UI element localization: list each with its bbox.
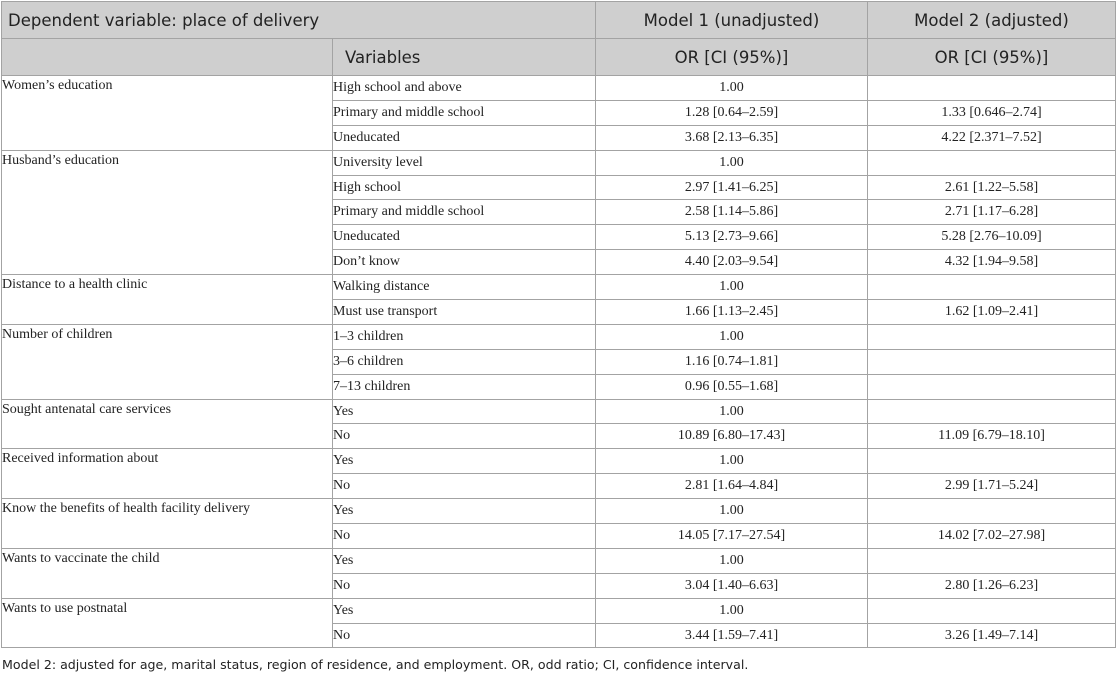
category-cell: Yes xyxy=(333,499,596,524)
model2-value xyxy=(868,324,1116,349)
category-cell: No xyxy=(333,573,596,598)
model1-value: 3.68 [2.13–6.35] xyxy=(596,125,868,150)
model2-value: 14.02 [7.02–27.98] xyxy=(868,524,1116,549)
model1-header: Model 1 (unadjusted) xyxy=(596,2,868,39)
model1-value: 1.00 xyxy=(596,548,868,573)
table-row xyxy=(2,399,1116,424)
variable-label: Women’s education xyxy=(2,76,333,151)
model1-value: 3.04 [1.40–6.63] xyxy=(596,573,868,598)
category-cell: Yes xyxy=(333,449,596,474)
table-row xyxy=(2,324,1116,349)
model1-value: 1.00 xyxy=(596,275,868,300)
model2-value: 2.99 [1.71–5.24] xyxy=(868,474,1116,499)
model2-value xyxy=(868,150,1116,175)
model2-value xyxy=(868,275,1116,300)
model2-value xyxy=(868,374,1116,399)
model1-value: 1.00 xyxy=(596,324,868,349)
category-cell: High school and above xyxy=(333,76,596,101)
model1-value: 1.00 xyxy=(596,76,868,101)
category-cell: Must use transport xyxy=(333,300,596,325)
variable-label: Received information about xyxy=(2,449,333,499)
model2-value: 4.22 [2.371–7.52] xyxy=(868,125,1116,150)
model1-value: 1.00 xyxy=(596,399,868,424)
category-cell: Primary and middle school xyxy=(333,200,596,225)
category-cell: 7–13 children xyxy=(333,374,596,399)
category-cell: 3–6 children xyxy=(333,349,596,374)
model2-value: 1.33 [0.646–2.74] xyxy=(868,100,1116,125)
category-cell: 1–3 children xyxy=(333,324,596,349)
table-row xyxy=(2,499,1116,524)
model2-value: 11.09 [6.79–18.10] xyxy=(868,424,1116,449)
variable-label: Sought antenatal care services xyxy=(2,399,333,449)
category-cell: Don’t know xyxy=(333,250,596,275)
category-cell: Yes xyxy=(333,399,596,424)
category-cell: Primary and middle school xyxy=(333,100,596,125)
model1-value: 3.44 [1.59–7.41] xyxy=(596,623,868,648)
results-table xyxy=(1,1,1116,648)
variables-header: Variables xyxy=(333,39,596,76)
model2-header: Model 2 (adjusted) xyxy=(868,2,1116,39)
model1-value: 2.97 [1.41–6.25] xyxy=(596,175,868,200)
model1-value: 1.28 [0.64–2.59] xyxy=(596,100,868,125)
variable-label: Distance to a health clinic xyxy=(2,275,333,325)
category-cell: Walking distance xyxy=(333,275,596,300)
table-row xyxy=(2,275,1116,300)
model1-value: 10.89 [6.80–17.43] xyxy=(596,424,868,449)
model2-value: 5.28 [2.76–10.09] xyxy=(868,225,1116,250)
model1-value: 1.00 xyxy=(596,598,868,623)
model1-value: 1.00 xyxy=(596,150,868,175)
model2-value xyxy=(868,76,1116,101)
model1-value: 2.58 [1.14–5.86] xyxy=(596,200,868,225)
header-row-1 xyxy=(2,2,1116,39)
table-row xyxy=(2,548,1116,573)
header-row-2 xyxy=(2,39,1116,76)
model1-value: 0.96 [0.55–1.68] xyxy=(596,374,868,399)
model2-value: 3.26 [1.49–7.14] xyxy=(868,623,1116,648)
model2-value: 1.62 [1.09–2.41] xyxy=(868,300,1116,325)
category-cell: No xyxy=(333,524,596,549)
variable-label: Husband’s education xyxy=(2,150,333,274)
model1-value: 4.40 [2.03–9.54] xyxy=(596,250,868,275)
model1-value: 1.00 xyxy=(596,449,868,474)
model2-value xyxy=(868,399,1116,424)
category-cell: Uneducated xyxy=(333,225,596,250)
category-cell: No xyxy=(333,623,596,648)
empty-header-cell xyxy=(2,39,333,76)
category-cell: No xyxy=(333,424,596,449)
model1-or-header: OR [CI (95%)] xyxy=(596,39,868,76)
model2-or-header: OR [CI (95%)] xyxy=(868,39,1116,76)
variable-label: Know the benefits of health facility delivery xyxy=(2,499,333,549)
dependent-variable-header: Dependent variable: place of delivery xyxy=(2,2,596,39)
model1-value: 1.66 [1.13–2.45] xyxy=(596,300,868,325)
model2-value: 2.71 [1.17–6.28] xyxy=(868,200,1116,225)
model2-value: 2.80 [1.26–6.23] xyxy=(868,573,1116,598)
category-cell: Uneducated xyxy=(333,125,596,150)
category-cell: Yes xyxy=(333,548,596,573)
variable-label: Number of children xyxy=(2,324,333,399)
model2-value: 4.32 [1.94–9.58] xyxy=(868,250,1116,275)
category-cell: Yes xyxy=(333,598,596,623)
category-cell: No xyxy=(333,474,596,499)
model2-value xyxy=(868,449,1116,474)
model2-value xyxy=(868,349,1116,374)
model2-value xyxy=(868,598,1116,623)
variable-label: Wants to vaccinate the child xyxy=(2,548,333,598)
table-footnote: Model 2: adjusted for age, marital status, region of residence, and employment. OR, odd ratio; CI, confidence interval. xyxy=(2,657,749,672)
model2-value: 2.61 [1.22–5.58] xyxy=(868,175,1116,200)
model1-value: 1.00 xyxy=(596,499,868,524)
category-cell: University level xyxy=(333,150,596,175)
model1-value: 5.13 [2.73–9.66] xyxy=(596,225,868,250)
variable-label: Wants to use postnatal xyxy=(2,598,333,648)
model1-value: 1.16 [0.74–1.81] xyxy=(596,349,868,374)
table-row xyxy=(2,76,1116,101)
table-row xyxy=(2,150,1116,175)
table-row xyxy=(2,598,1116,623)
table-row xyxy=(2,449,1116,474)
model1-value: 2.81 [1.64–4.84] xyxy=(596,474,868,499)
model2-value xyxy=(868,499,1116,524)
model2-value xyxy=(868,548,1116,573)
category-cell: High school xyxy=(333,175,596,200)
table-body xyxy=(2,76,1116,648)
table-header xyxy=(2,2,1116,76)
model1-value: 14.05 [7.17–27.54] xyxy=(596,524,868,549)
